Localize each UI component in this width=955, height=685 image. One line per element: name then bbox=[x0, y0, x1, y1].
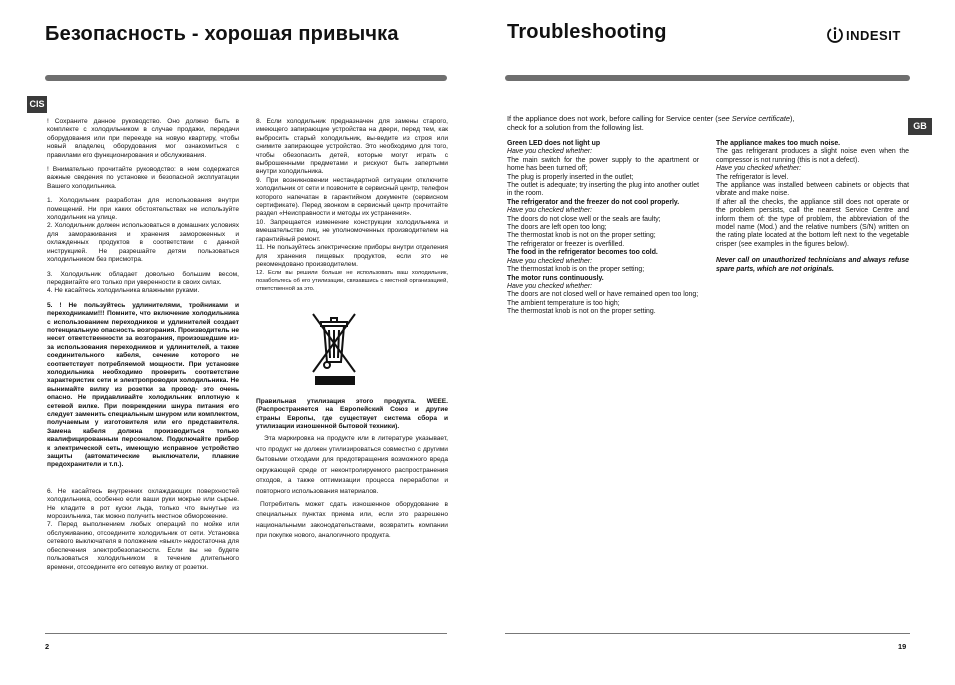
checklist-prompt: Have you checked whether: bbox=[716, 165, 802, 173]
checklist-item: The outlet is adequate; try inserting the plug into another outlet in the room. bbox=[507, 182, 699, 198]
right-column-1 bbox=[507, 140, 699, 317]
checklist-prompt: Have you checked whether: bbox=[507, 148, 593, 156]
intro-line-2: check for a solution from the following list. bbox=[507, 123, 644, 133]
checklist-item: The thermostat knob is not on the proper setting. bbox=[507, 308, 656, 316]
checklist-prompt: Have you checked whether: bbox=[507, 257, 593, 265]
left-page-title: Безопасность - хорошая привычка bbox=[45, 23, 399, 45]
checklist-item: The thermostat knob is not on the proper setting; bbox=[507, 232, 656, 240]
weee-heading: Правильная утилизация этого продукта. WEEE. (Распространяется на Европейский Союз и другие страны Европы, где существует система сбора и утилизации изношенной бытовой техники). bbox=[256, 398, 448, 431]
problem-heading: The refrigerator and the freezer do not cool properly. bbox=[507, 198, 680, 206]
right-title-rule bbox=[505, 75, 910, 81]
indesit-logo-icon bbox=[826, 26, 844, 44]
right-page-number: 19 bbox=[898, 642, 907, 651]
problem-heading: Green LED does not light up bbox=[507, 140, 601, 147]
left-page-number: 2 bbox=[45, 642, 50, 651]
left-title-rule bbox=[45, 75, 447, 81]
checklist-item: The refrigerator or freezer is overfilled. bbox=[507, 240, 625, 248]
spacer bbox=[716, 249, 909, 257]
checklist-item: The plug is properly inserted in the outlet; bbox=[507, 173, 634, 181]
right-page-title: Troubleshooting bbox=[507, 21, 667, 43]
checklist-item: The gas refrigerant produces a slight noise even when the compressor is not running (this is not a defect). bbox=[716, 148, 909, 164]
ru-paragraph: 1. Холодильник разработан для использования внутри помещений. Ни при каких обстоятельствах не используйте холодильник на улице. 2. Холодильник должен использоваться в домашних условиях для замораживания и хранения замороженных и охлажденных продуктов в соответствии с данной инструкцией. Не разрешайте детям пользоваться холодильником без присмотра. bbox=[47, 197, 239, 264]
problem-heading: The food in the refrigerator becomes too cold. bbox=[507, 249, 658, 257]
ru-paragraph: 6. Не касайтесь внутренних охлаждающих поверхностей холодильника, особенно если ваши руки мокрые или сырые. Не кладите в рот куски льда, только что вынутые из морозильника, так можно получить местное обморожение. 7. Перед выполнением любых операций по мойке или обслуживанию, отсоедините холодильник от сети. Установка сетевого выключателя в положение «выкл» недостаточна для обеспечения электробезопасности. Если вы не будете пользоваться холодильником в течение длительного времени, отсоедините его сетевую вилку от розетки. bbox=[47, 487, 239, 571]
weee-body bbox=[256, 434, 448, 548]
left-column-2 bbox=[256, 118, 448, 299]
intro-line-1: If the appliance does not work, before calling for Service center (see Service certificate), bbox=[507, 114, 795, 123]
troubleshooting-intro bbox=[507, 114, 902, 133]
ru-paragraph: ! Сохраните данное руководство. Оно должно быть в комплекте с холодильником в случае продажи, передачи оборудования или при переезде на новую квартиру, чтобы новый владелец оборудования мог ознакомиться с правилами его функционирования и обслуживания. bbox=[47, 118, 239, 159]
right-column-2 bbox=[716, 140, 909, 274]
checklist-item: If after all the checks, the appliance still does not operate or the problem persists, call the nearest Service Centre and inform them of: the type of problem, the abbreviation of the model name (Mod.) and the relative numbers (S/N) written on the rating plate located at the bottom left next to the vegetable crisper (see examples in the figures below). bbox=[716, 198, 909, 248]
ru-warning-paragraph: 5. ! Не пользуйтесь удлинителями, тройниками и переходниками!!! Помните, что включение холодильника с использованием переходников и удлинителей создает потенциальную опасность возгорания. Производитель не несет ответственности за возгорания, произошедшие из-за использования переходников и удлинителей, а также соединительного кабеля, сечение которого не соответствует потребляемой мощности. При установке холодильника необходимо проверить соответствие характеристик сети и электропроводки холодильника. Не вынимайте вилку из розетки за провод- это очень опасно. Не придавливайте холодильник вплотную к сетевой вилке. При повреждении шнура питания его следует заменить специальным шнуром или комплектом, получаемым у изготовителя или его представителя. Замена кабеля должна производиться только квалифицированным персоналом. Подключайте прибор к электрической сеть, имеющую исправное устройство защиты (автоматические выключатели, плавкие предохранители и т.п.). bbox=[47, 301, 239, 469]
indesit-logo bbox=[826, 26, 901, 44]
right-footer-line bbox=[505, 633, 910, 634]
checklist-item: The main switch for the power supply to the apartment or home has been turned off; bbox=[507, 156, 699, 173]
checklist-item: The doors are left open too long; bbox=[507, 224, 607, 232]
problem-heading: The motor runs continuously. bbox=[507, 274, 604, 282]
checklist-item: The refrigerator is level. bbox=[716, 173, 789, 181]
problem-heading: The appliance makes too much noise. bbox=[716, 140, 841, 147]
checklist-item: The doors are not closed well or have remained open too long; bbox=[507, 291, 699, 299]
checklist-prompt: Have you checked whether: bbox=[507, 207, 593, 215]
ru-paragraph: 3. Холодильник обладает довольно большим весом, передвигайте его только при уверенности в своих силах. 4. Не касайтесь холодильника влажными руками. bbox=[47, 270, 239, 295]
checklist-item: The thermostat knob is on the proper setting; bbox=[507, 266, 645, 274]
ru-paragraph: ! Внимательно прочитайте руководство: в нем содержатся важные сведения по установке и безопасной эксплуатации Вашего холодильника. bbox=[47, 166, 239, 190]
brand-name: INDESIT bbox=[846, 27, 901, 43]
checklist-item: The ambient temperature is too high; bbox=[507, 299, 620, 307]
left-footer-line bbox=[45, 633, 447, 634]
checklist-prompt: Have you checked whether: bbox=[507, 282, 593, 290]
weee-black-bar bbox=[315, 376, 355, 385]
gb-language-tag: GB bbox=[908, 118, 932, 135]
ru-paragraph: 12. Если вы решили больше не использовать ваш холодильник, позаботьтесь об его утилизации, связавшись с местной организацией, ответственной за это. bbox=[256, 270, 448, 292]
weee-paragraph: Эта маркировка на продукте или в литературе указывает, что продукт не должен утилизироваться совместно с другими бытовыми отходами для предотвращения возможного вреда окружающей среде от неконтролируемого распространения отходов, а также оптимизации процесса переработки и повторного использования материалов. bbox=[256, 435, 448, 495]
checklist-item: The appliance was installed between cabinets or objects that vibrate and make noise. bbox=[716, 182, 909, 198]
cis-language-tag: CIS bbox=[27, 96, 47, 113]
warning-note: Never call on unauthorized technicians and always refuse spare parts, which are not originals. bbox=[716, 257, 909, 273]
weee-paragraph: Потребитель может сдать изношенное оборудование в специальных пунктах приема или, если это разрешено национальными законодательствами, возвратить компании при покупке нового, аналогичного продукта. bbox=[256, 500, 448, 540]
left-column-1 bbox=[47, 118, 239, 578]
checklist-item: The doors do not close well or the seals are faulty; bbox=[507, 215, 661, 223]
ru-paragraph: 8. Если холодильник предназначен для замены старого, имеющего запирающие устройства на двери, перед тем, как выбросить старый холодильник, вы-ведите из строя или снимите запирающее устройство. Это необходимо для того, чтобы обезопасить детей, которые могут играть с выброшенными предметами и рискуют быть запертыми внутри холодильника. 9. При возникновении нестандартной ситуации отключите холодильник от сети и позвоните в сервисный центр, телефон которого напечатан в гарантийном документе (сервисном сертификате). Перед звонком в сервисный центр прочитайте раздел «Неисправности и методы их устранения». 10. Запрещается изменение конструкции холодильника и вмешательство лиц, не уполномоченных производителем на гарантийный ремонт. 11. Не пользуйтесь электрические приборы внутри отделения для хранения пищевых продуктов, если это не рекомендовано производителем. bbox=[256, 118, 448, 268]
